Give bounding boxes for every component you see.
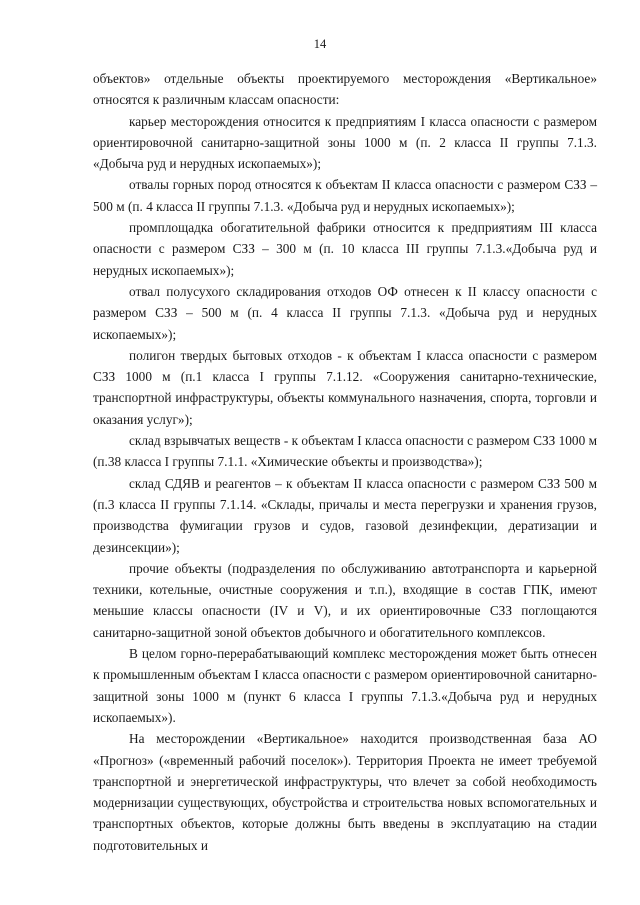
paragraph-processing-plant: промплощадка обогатительной фабрики относится к предприятиям III класса опасности с размером СЗЗ – 300 м (п. 10 класса III группы 7.1.3.«Добыча руд и нерудных ископаемых»); bbox=[93, 220, 597, 278]
paragraph-explosives-warehouse: склад взрывчатых веществ - к объектам I класса опасности с размером СЗЗ 1000 м (п.38 класса I группы 7.1.1. «Химические объекты и производства»); bbox=[93, 433, 597, 470]
paragraph-tailings-dump: отвал полусухого складирования отходов ОФ отнесен к II классу опасности с размером СЗЗ – 500 м (п. 4 класса II группы 7.1.3. «Добыча руд и нерудных ископаемых»); bbox=[93, 283, 597, 342]
paragraph-reagents-warehouse: склад СДЯВ и реагентов – к объектам II класса опасности с размером СЗЗ 500 м (п.3 класса II группы 7.1.14. «Склады, причалы и места перегрузки и хранения грузов, производства фумигации грузов и судов, газовой дезинфекции, дератизации и дезинсекции»); bbox=[93, 475, 597, 555]
body-text bbox=[93, 68, 597, 856]
paragraph-continuation: объектов» отдельные объекты проектируемого месторождения «Вертикальное» относятся к различным классам опасности: bbox=[93, 71, 597, 108]
paragraph-overall-class: В целом горно-перерабатывающий комплекс месторождения может быть отнесен к промышленным объектам I класса опасности с размером ориентировочной санитарно-защитной зоны 1000 м (пункт 6 класса I группы 7.1.3.«Добыча руд и нерудных ископаемых»). bbox=[93, 646, 597, 725]
paragraph-production-base: На месторождении «Вертикальное» находится производственная база АО «Прогноз» («временный рабочий поселок»). Территория Проекта не имеет требуемой транспортной и энергетической инфраструктуры, что влечет за собой необходимость модернизации существующих, обустройства и строительства новых вспомогательных и транспортных объектов, которые должны быть введены в эксплуатацию на стадии подготовительных и bbox=[93, 731, 597, 853]
paragraph-quarry: карьер месторождения относится к предприятиям I класса опасности с размером ориентировочной санитарно-защитной зоны 1000 м (п. 2 класса II группы 7.1.3. «Добыча руд и нерудных ископаемых»); bbox=[93, 113, 597, 172]
paragraph-rock-dumps: отвалы горных пород относятся к объектам II класса опасности с размером СЗЗ – 500 м (п. 4 класса II группы 7.1.3. «Добыча руд и нерудных ископаемых»); bbox=[93, 177, 597, 214]
page-number: 14 bbox=[313, 37, 327, 51]
paragraph-solid-waste-landfill: полигон твердых бытовых отходов - к объектам I класса опасности с размером СЗЗ 1000 м (п.1 класса I группы 7.1.12. «Сооружения санитарно-технические, транспортной инфраструктуры, объекты коммунального назначения, спорта, торговли и оказания услуг»); bbox=[93, 347, 597, 427]
paragraph-other-objects: прочие объекты (подразделения по обслуживанию автотранспорта и карьерной техники, котельные, очистные сооружения и т.п.), входящие в состав ГПК, имеют меньшие классы опасности (IV и V), и их ориентировочные СЗЗ поглощаются санитарно-защитной зоной объектов добычного и обогатительного комплексов. bbox=[93, 560, 597, 640]
